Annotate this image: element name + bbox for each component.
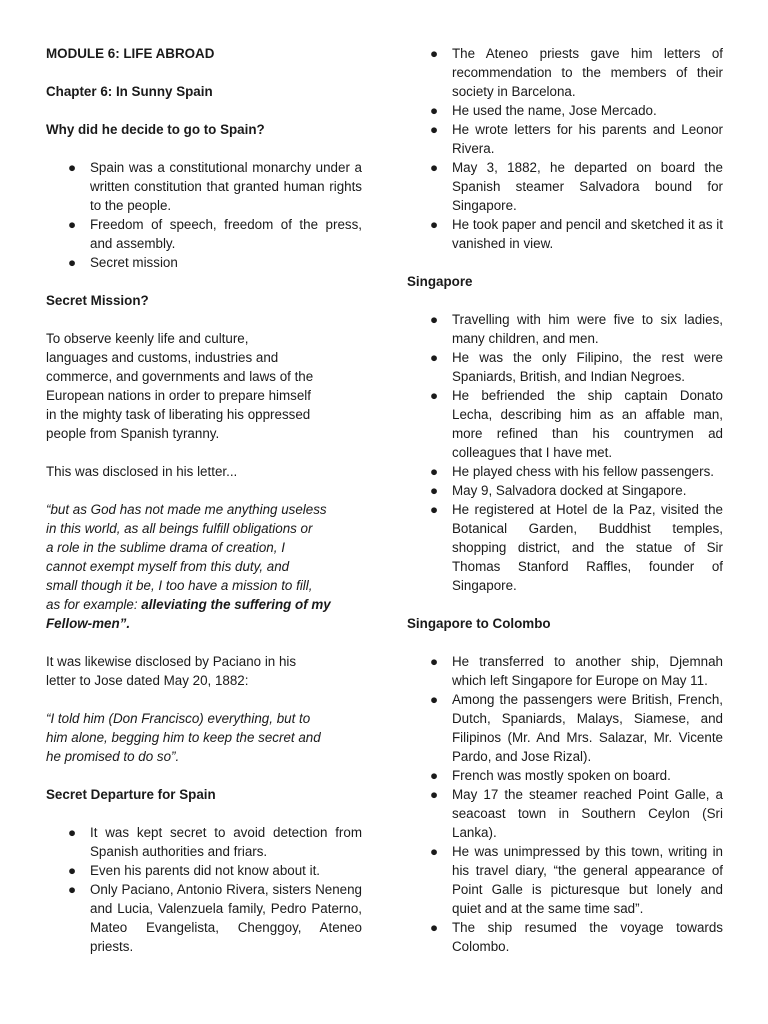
bullet-icon: ● bbox=[430, 654, 439, 669]
chapter-title: Chapter 6: In Sunny Spain bbox=[46, 84, 213, 99]
module-title: MODULE 6: LIFE ABROAD bbox=[46, 46, 215, 61]
list-item: ● Among the passengers were British, French, Dutch, Spaniards, Malays, Siamese, and Filipinos (Mr. And Mrs. Salazar, Mr. Vicente Pardo, and Jose Rizal). bbox=[430, 692, 723, 764]
bullet-icon: ● bbox=[430, 160, 439, 175]
bullet-icon: ● bbox=[430, 350, 439, 365]
list-item: ● May 17 the steamer reached Point Galle, a seacoast town in Southern Ceylon (Sri Lanka). bbox=[430, 787, 723, 840]
departure-list-continued bbox=[407, 44, 723, 253]
colombo-heading: Singapore to Colombo bbox=[407, 616, 551, 631]
list-item: ● May 3, 1882, he departed on board the Spanish steamer Salvadora bound for Singapore. bbox=[430, 160, 723, 213]
bullet-icon: ● bbox=[430, 502, 439, 517]
list-item: ● He used the name, Jose Mercado. bbox=[430, 103, 657, 118]
list-item: ● The ship resumed the voyage towards Colombo. bbox=[430, 920, 723, 954]
mission-paragraph: To observe keenly life and culture, languages and customs, industries and commerce, and governments and laws of the European nations in order to prepare himself in the mighty task of liberating his oppressed people from Spanish tyranny. bbox=[46, 331, 314, 441]
bullet-icon: ● bbox=[430, 122, 439, 137]
list-item: ● He registered at Hotel de la Paz, visited the Botanical Garden, Buddhist temples, shopping district, and the statue of Sir Thomas Stanford Raffles, founder of Singapore. bbox=[430, 502, 723, 593]
list-item: ● He befriended the ship captain Donato Lecha, describing him as an affable man, more refined than his countrymen ad colleagues that I have met. bbox=[430, 388, 723, 460]
singapore-heading: Singapore bbox=[407, 274, 473, 289]
bullet-icon: ● bbox=[430, 388, 439, 403]
bullet-icon: ● bbox=[430, 217, 439, 232]
bullet-icon: ● bbox=[430, 312, 439, 327]
paciano-quote: “I told him (Don Francisco) everything, but to him alone, begging him to keep the secret and he promised to do so”. bbox=[46, 711, 321, 764]
list-item: ● French was mostly spoken on board. bbox=[430, 768, 671, 783]
bullet-icon: ● bbox=[430, 844, 439, 859]
secret-mission-heading: Secret Mission? bbox=[46, 293, 149, 308]
bullet-icon: ● bbox=[430, 103, 439, 118]
bullet-icon: ● bbox=[68, 882, 77, 897]
list-item: ● The Ateneo priests gave him letters of recommendation to the members of their society in Barcelona. bbox=[430, 46, 723, 99]
colombo-list bbox=[407, 652, 723, 956]
singapore-list bbox=[407, 310, 723, 595]
reasons-list bbox=[46, 158, 362, 272]
bullet-icon: ● bbox=[430, 483, 439, 498]
bullet-icon: ● bbox=[430, 692, 439, 707]
list-item: ● May 9, Salvadora docked at Singapore. bbox=[430, 483, 687, 498]
list-item: ● Travelling with him were five to six ladies, many children, and men. bbox=[430, 312, 723, 346]
right-column bbox=[407, 44, 723, 956]
list-item: ● It was kept secret to avoid detection from Spanish authorities and friars. bbox=[68, 825, 362, 859]
question-heading: Why did he decide to go to Spain? bbox=[46, 122, 265, 137]
left-column bbox=[46, 44, 362, 956]
list-item: ● He transferred to another ship, Djemnah which left Singapore for Europe on May 11. bbox=[430, 654, 723, 688]
list-item: ● He took paper and pencil and sketched it as it vanished in view. bbox=[430, 217, 723, 251]
disclosed-text: This was disclosed in his letter... bbox=[46, 464, 238, 479]
bullet-icon: ● bbox=[68, 255, 77, 270]
bullet-icon: ● bbox=[430, 46, 439, 61]
list-item: ● Only Paciano, Antonio Rivera, sisters Neneng and Lucia, Valenzuela family, Pedro Paterno, Mateo Evangelista, Chenggoy, Ateneo priests. bbox=[68, 882, 362, 954]
list-item: ● He played chess with his fellow passengers. bbox=[430, 464, 714, 479]
list-item: ● He was the only Filipino, the rest were Spaniards, British, and Indian Negroes. bbox=[430, 350, 723, 384]
bullet-icon: ● bbox=[430, 464, 439, 479]
list-item: ● He wrote letters for his parents and Leonor Rivera. bbox=[430, 122, 723, 156]
list-item: ● Secret mission bbox=[68, 255, 178, 270]
bullet-icon: ● bbox=[430, 787, 439, 802]
bullet-icon: ● bbox=[430, 768, 439, 783]
departure-heading: Secret Departure for Spain bbox=[46, 787, 216, 802]
bullet-icon: ● bbox=[68, 217, 77, 232]
departure-list bbox=[46, 823, 362, 956]
list-item: ● He was unimpressed by this town, writing in his travel diary, “the general appearance of Point Galle is picturesque but lonely and quiet and at the same time sad”. bbox=[430, 844, 723, 916]
list-item: ● Freedom of speech, freedom of the press, and assembly. bbox=[68, 217, 362, 251]
paciano-paragraph: It was likewise disclosed by Paciano in his letter to Jose dated May 20, 1882: bbox=[46, 654, 297, 688]
bullet-icon: ● bbox=[68, 825, 77, 840]
bullet-icon: ● bbox=[68, 863, 77, 878]
bullet-icon: ● bbox=[430, 920, 439, 935]
list-item: ● Even his parents did not know about it. bbox=[68, 863, 321, 878]
rizal-quote: “but as God has not made me anything useless in this world, as all beings fulfill obligations or a role in the sublime drama of creation, I cannot exempt myself from this duty, and small though it be, I too have a mission to fill, as for example: alleviating the suffering of my Fellow-men”. bbox=[46, 502, 331, 631]
bullet-icon: ● bbox=[68, 160, 77, 175]
list-item: ● Spain was a constitutional monarchy under a written constitution that granted human rights to the people. bbox=[68, 160, 362, 213]
